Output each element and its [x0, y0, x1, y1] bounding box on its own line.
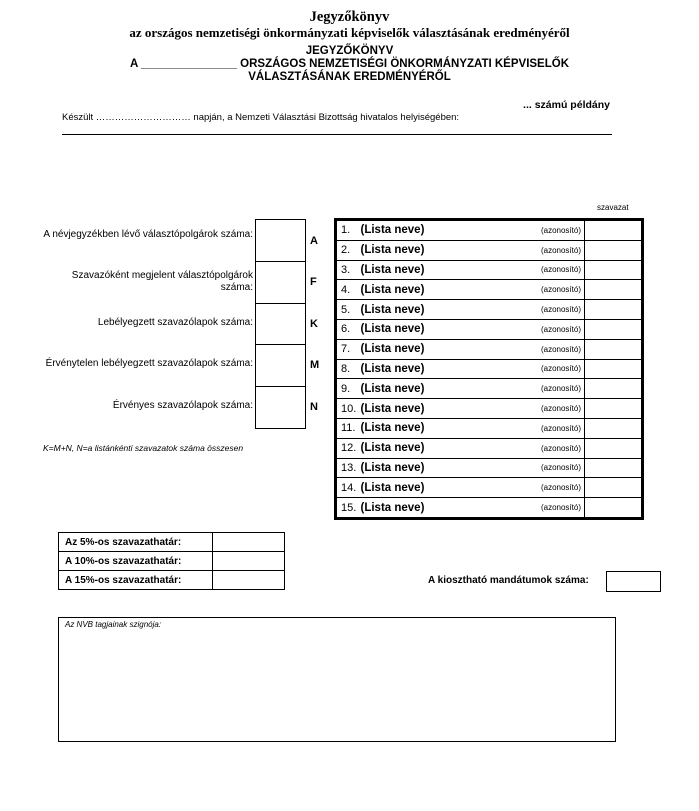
- list-row: [337, 478, 642, 498]
- list-id: (azonosító): [494, 359, 585, 379]
- list-votes-cell[interactable]: [585, 478, 642, 498]
- divider: [62, 134, 612, 135]
- list-votes-cell[interactable]: [585, 418, 642, 438]
- list-row: [337, 498, 642, 518]
- list-id: (azonosító): [494, 300, 585, 320]
- document-subtitle: az országos nemzetiségi önkormányzati képviselők választásának eredményéről: [129, 25, 570, 40]
- stat-letter-m: M: [310, 359, 320, 371]
- list-row: [337, 260, 642, 280]
- list-id: (azonosító): [494, 319, 585, 339]
- list-name: (Lista neve): [361, 359, 494, 379]
- list-row: [337, 418, 642, 438]
- list-votes-cell[interactable]: [585, 260, 642, 280]
- list-votes-cell[interactable]: [585, 438, 642, 458]
- signature-box[interactable]: [58, 617, 616, 742]
- stat-box-valid[interactable]: [255, 386, 306, 429]
- stat-box-registered[interactable]: [255, 219, 306, 262]
- list-row: [337, 280, 642, 300]
- list-number: 2.: [337, 240, 361, 260]
- list-row: [337, 379, 642, 399]
- list-number: 8.: [337, 359, 361, 379]
- list-id: (azonosító): [494, 498, 585, 518]
- list-name: (Lista neve): [361, 300, 494, 320]
- list-number: 4.: [337, 280, 361, 300]
- list-id: (azonosító): [494, 240, 585, 260]
- list-votes-cell[interactable]: [585, 379, 642, 399]
- list-id: (azonosító): [494, 339, 585, 359]
- list-name: (Lista neve): [361, 438, 494, 458]
- list-id: (azonosító): [494, 478, 585, 498]
- list-id: (azonosító): [494, 418, 585, 438]
- list-name: (Lista neve): [361, 379, 494, 399]
- list-name: (Lista neve): [361, 418, 494, 438]
- threshold-table: [58, 532, 285, 590]
- list-number: 11.: [337, 418, 361, 438]
- list-votes-cell[interactable]: [585, 240, 642, 260]
- list-name: (Lista neve): [361, 240, 494, 260]
- list-id: (azonosító): [494, 379, 585, 399]
- list-name: (Lista neve): [361, 339, 494, 359]
- list-votes-cell[interactable]: [585, 280, 642, 300]
- stat-label-valid: Érvényes szavazólapok száma:: [112, 400, 253, 411]
- list-id: (azonosító): [494, 280, 585, 300]
- list-row: [337, 300, 642, 320]
- stat-box-appeared[interactable]: [255, 261, 306, 304]
- threshold-value-10[interactable]: [213, 552, 285, 571]
- list-name: (Lista neve): [361, 319, 494, 339]
- votes-column-header: szavazat: [597, 203, 629, 212]
- threshold-label-5: Az 5%-os szavazathatár:: [59, 533, 213, 552]
- threshold-value-5[interactable]: [213, 533, 285, 552]
- list-row: [337, 339, 642, 359]
- mandates-box[interactable]: [606, 571, 661, 592]
- list-number: 14.: [337, 478, 361, 498]
- list-name: (Lista neve): [361, 458, 494, 478]
- signature-label: Az NVB tagjainak szignója:: [65, 620, 162, 629]
- list-name: (Lista neve): [361, 280, 494, 300]
- list-id: (azonosító): [494, 260, 585, 280]
- list-row: [337, 359, 642, 379]
- list-number: 12.: [337, 438, 361, 458]
- threshold-row: [59, 533, 285, 552]
- stat-label-invalid: Érvénytelen lebélyegzett szavazólapok száma:: [45, 358, 253, 369]
- list-id: (azonosító): [494, 458, 585, 478]
- stat-label-registered: A névjegyzékben lévő választópolgárok száma:: [43, 229, 253, 240]
- list-row: [337, 458, 642, 478]
- stat-letter-a: A: [310, 235, 318, 247]
- list-number: 5.: [337, 300, 361, 320]
- stat-box-invalid[interactable]: [255, 344, 306, 387]
- stat-letter-n: N: [310, 401, 318, 413]
- list-id: (azonosító): [494, 399, 585, 419]
- stat-label-appeared: Szavazóként megjelent választópolgárok száma:: [71, 270, 253, 293]
- formula-note: K=M+N, N=a listánkénti szavazatok száma összesen: [43, 443, 244, 453]
- list-row: [337, 438, 642, 458]
- threshold-label-10: A 10%-os szavazathatár:: [59, 552, 213, 571]
- list-number: 15.: [337, 498, 361, 518]
- list-number: 3.: [337, 260, 361, 280]
- list-votes-cell[interactable]: [585, 498, 642, 518]
- list-votes-cell[interactable]: [585, 399, 642, 419]
- document-title: Jegyzőkönyv: [309, 9, 390, 25]
- list-id: (azonosító): [494, 438, 585, 458]
- form-heading-line2: A _______________ ORSZÁGOS NEMZETISÉGI ÖNKORMÁNYZATI KÉPVISELŐK: [129, 58, 570, 70]
- list-votes-cell[interactable]: [585, 300, 642, 320]
- stat-label-stamped: Lebélyegzett szavazólapok száma:: [97, 317, 253, 328]
- list-name: (Lista neve): [361, 260, 494, 280]
- list-name: (Lista neve): [361, 221, 494, 241]
- copy-number: ... számú példány: [523, 99, 610, 111]
- list-name: (Lista neve): [361, 478, 494, 498]
- lists-table: [336, 220, 642, 518]
- threshold-value-15[interactable]: [213, 571, 285, 590]
- list-votes-cell[interactable]: [585, 359, 642, 379]
- stat-box-stamped[interactable]: [255, 303, 306, 345]
- list-name: (Lista neve): [361, 498, 494, 518]
- threshold-row: [59, 552, 285, 571]
- lists-table-frame: [334, 218, 644, 520]
- list-number: 10.: [337, 399, 361, 419]
- stat-letter-k: K: [310, 318, 318, 330]
- list-row: [337, 399, 642, 419]
- list-name: (Lista neve): [361, 399, 494, 419]
- list-row: [337, 240, 642, 260]
- list-row: [337, 221, 642, 241]
- threshold-label-15: A 15%-os szavazathatár:: [59, 571, 213, 590]
- mandates-label: A kiosztható mandátumok száma:: [428, 575, 589, 586]
- list-number: 9.: [337, 379, 361, 399]
- made-at-line: Készült ………………………… napján, a Nemzeti Választási Bizottság hivatalos helyiségében:: [62, 112, 460, 123]
- list-row: [337, 319, 642, 339]
- list-number: 6.: [337, 319, 361, 339]
- form-heading: JEGYZŐKÖNYV: [305, 45, 394, 57]
- threshold-row: [59, 571, 285, 590]
- form-heading-line3: VÁLASZTÁSÁNAK EREDMÉNYÉRŐL: [248, 71, 451, 83]
- list-votes-cell[interactable]: [585, 221, 642, 241]
- list-number: 1.: [337, 221, 361, 241]
- list-votes-cell[interactable]: [585, 458, 642, 478]
- stat-letter-f: F: [310, 276, 317, 288]
- list-votes-cell[interactable]: [585, 319, 642, 339]
- list-votes-cell[interactable]: [585, 339, 642, 359]
- list-id: (azonosító): [494, 221, 585, 241]
- list-number: 7.: [337, 339, 361, 359]
- list-number: 13.: [337, 458, 361, 478]
